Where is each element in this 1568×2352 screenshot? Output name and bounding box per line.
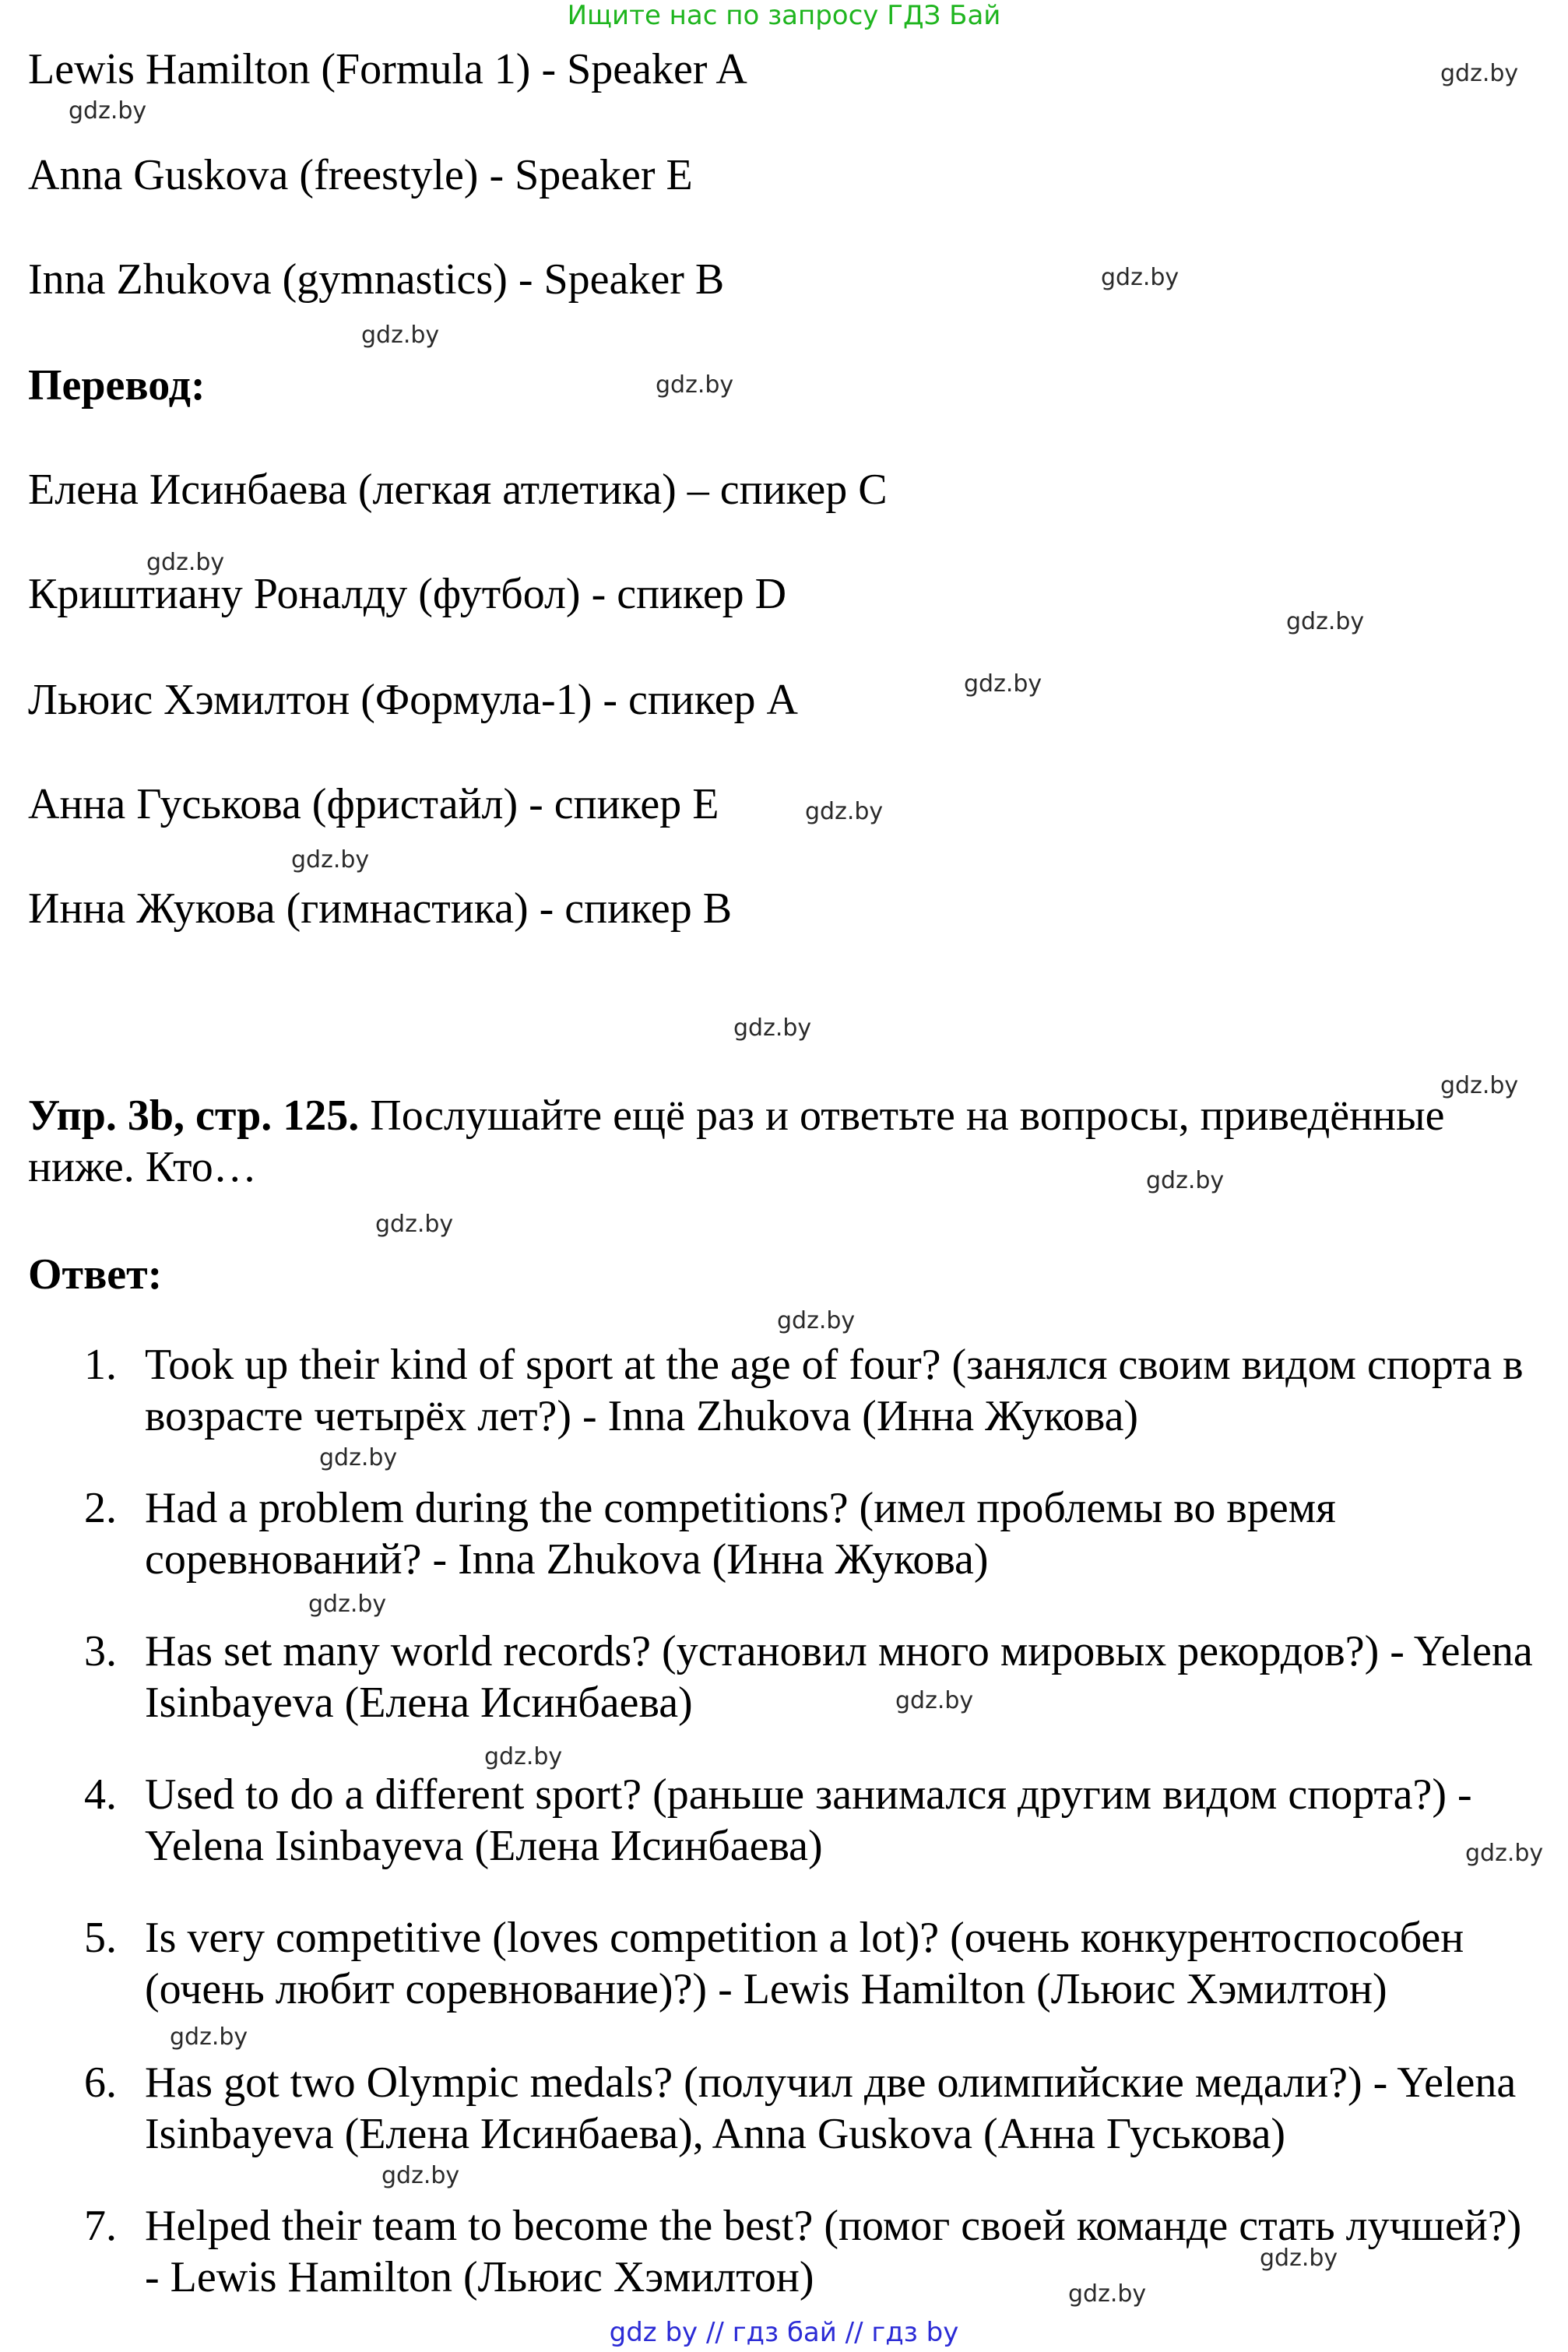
watermark: gdz.by xyxy=(1146,1167,1225,1194)
item-number: 5. xyxy=(84,1914,117,1962)
watermark: gdz.by xyxy=(1440,1072,1519,1099)
watermark: gdz.by xyxy=(777,1307,856,1334)
watermark: gdz.by xyxy=(1465,1840,1544,1867)
item-text: Has set many world records? (установил много мировых рекордов?) - Yelena Isinbayeva (Елена Исинбаева) xyxy=(145,1627,1533,1727)
exercise-text: Послушайте ещё раз и ответьте на вопросы, приведённые ниже. Кто… xyxy=(28,1092,1445,1191)
watermark: gdz.by xyxy=(484,1743,563,1770)
watermark: gdz.by xyxy=(170,2023,248,2051)
watermark: gdz.by xyxy=(895,1687,974,1714)
speaker-line: Anna Guskova (freestyle) - Speaker E xyxy=(28,151,693,199)
item-number: 4. xyxy=(84,1770,117,1819)
speaker-line-ru: Льюис Хэмилтон (Формула-1) - спикер A xyxy=(28,676,798,724)
item-number: 1. xyxy=(84,1341,117,1389)
item-text: Helped their team to become the best? (помог своей команде стать лучшей?) - Lewis Hamilton (Льюис Хэмилтон) xyxy=(145,2202,1522,2301)
item-text: Had a problem during the competitions? (имел проблемы во время соревнований? - Inna Zhukova (Инна Жукова) xyxy=(145,1484,1336,1584)
item-text: Took up their kind of sport at the age of four? (занялся своим видом спорта в возрасте четырёх лет?) - Inna Zhukova (Инна Жукова) xyxy=(145,1341,1524,1440)
watermark: gdz.by xyxy=(656,371,734,399)
watermark: gdz.by xyxy=(733,1014,812,1042)
item-text: Is very competitive (loves competition a lot)? (очень конкурентоспособен (очень любит соревнование)?) - Lewis Hamilton (Льюис Хэмилтон) xyxy=(145,1914,1464,2013)
watermark: gdz.by xyxy=(1260,2245,1338,2272)
speaker-line-ru: Криштиану Роналду (футбол) - спикер D xyxy=(28,570,787,618)
watermark: gdz.by xyxy=(1440,60,1519,87)
item-number: 7. xyxy=(84,2202,117,2250)
speaker-line-ru: Инна Жукова (гимнастика) - спикер B xyxy=(28,884,733,933)
watermark: gdz.by xyxy=(964,670,1042,698)
exercise-label: Упр. 3b, стр. 125. xyxy=(28,1092,360,1140)
speaker-line-ru: Анна Гуськова (фристайл) - спикер E xyxy=(28,780,719,828)
top-banner[interactable]: Ищите нас по запросу ГДЗ Бай xyxy=(567,0,1001,31)
watermark: gdz.by xyxy=(381,2162,460,2189)
item-number: 6. xyxy=(84,2058,117,2107)
answer-heading: Ответ: xyxy=(28,1250,163,1299)
watermark: gdz.by xyxy=(1068,2280,1147,2308)
watermark: gdz.by xyxy=(1286,608,1365,635)
watermark: gdz.by xyxy=(291,846,370,874)
watermark: gdz.by xyxy=(319,1444,398,1471)
item-number: 3. xyxy=(84,1627,117,1675)
watermark: gdz.by xyxy=(308,1591,387,1618)
speaker-line: Inna Zhukova (gymnastics) - Speaker B xyxy=(28,255,725,304)
item-text: Has got two Olympic medals? (получил две олимпийские медали?) - Yelena Isinbayeva (Елена Исинбаева), Anna Guskova (Анна Гуськова) xyxy=(145,2058,1517,2158)
watermark: gdz.by xyxy=(1101,264,1180,291)
item-number: 2. xyxy=(84,1484,117,1532)
item-text: Used to do a different sport? (раньше занимался другим видом спорта?) - Yelena Isinbayeva (Елена Исинбаева) xyxy=(145,1770,1472,1870)
watermark: gdz.by xyxy=(69,97,147,125)
speaker-line: Lewis Hamilton (Formula 1) - Speaker A xyxy=(28,45,747,93)
watermark: gdz.by xyxy=(146,549,225,576)
watermark: gdz.by xyxy=(805,798,884,825)
answer-list xyxy=(28,0,1546,2352)
footer-links[interactable]: gdz by // гдз бай // гдз by xyxy=(609,2317,959,2348)
watermark: gdz.by xyxy=(361,322,440,349)
watermark: gdz.by xyxy=(375,1211,454,1238)
speaker-line-ru: Елена Исинбаева (легкая атлетика) – спикер C xyxy=(28,466,888,514)
translation-heading: Перевод: xyxy=(28,361,206,410)
